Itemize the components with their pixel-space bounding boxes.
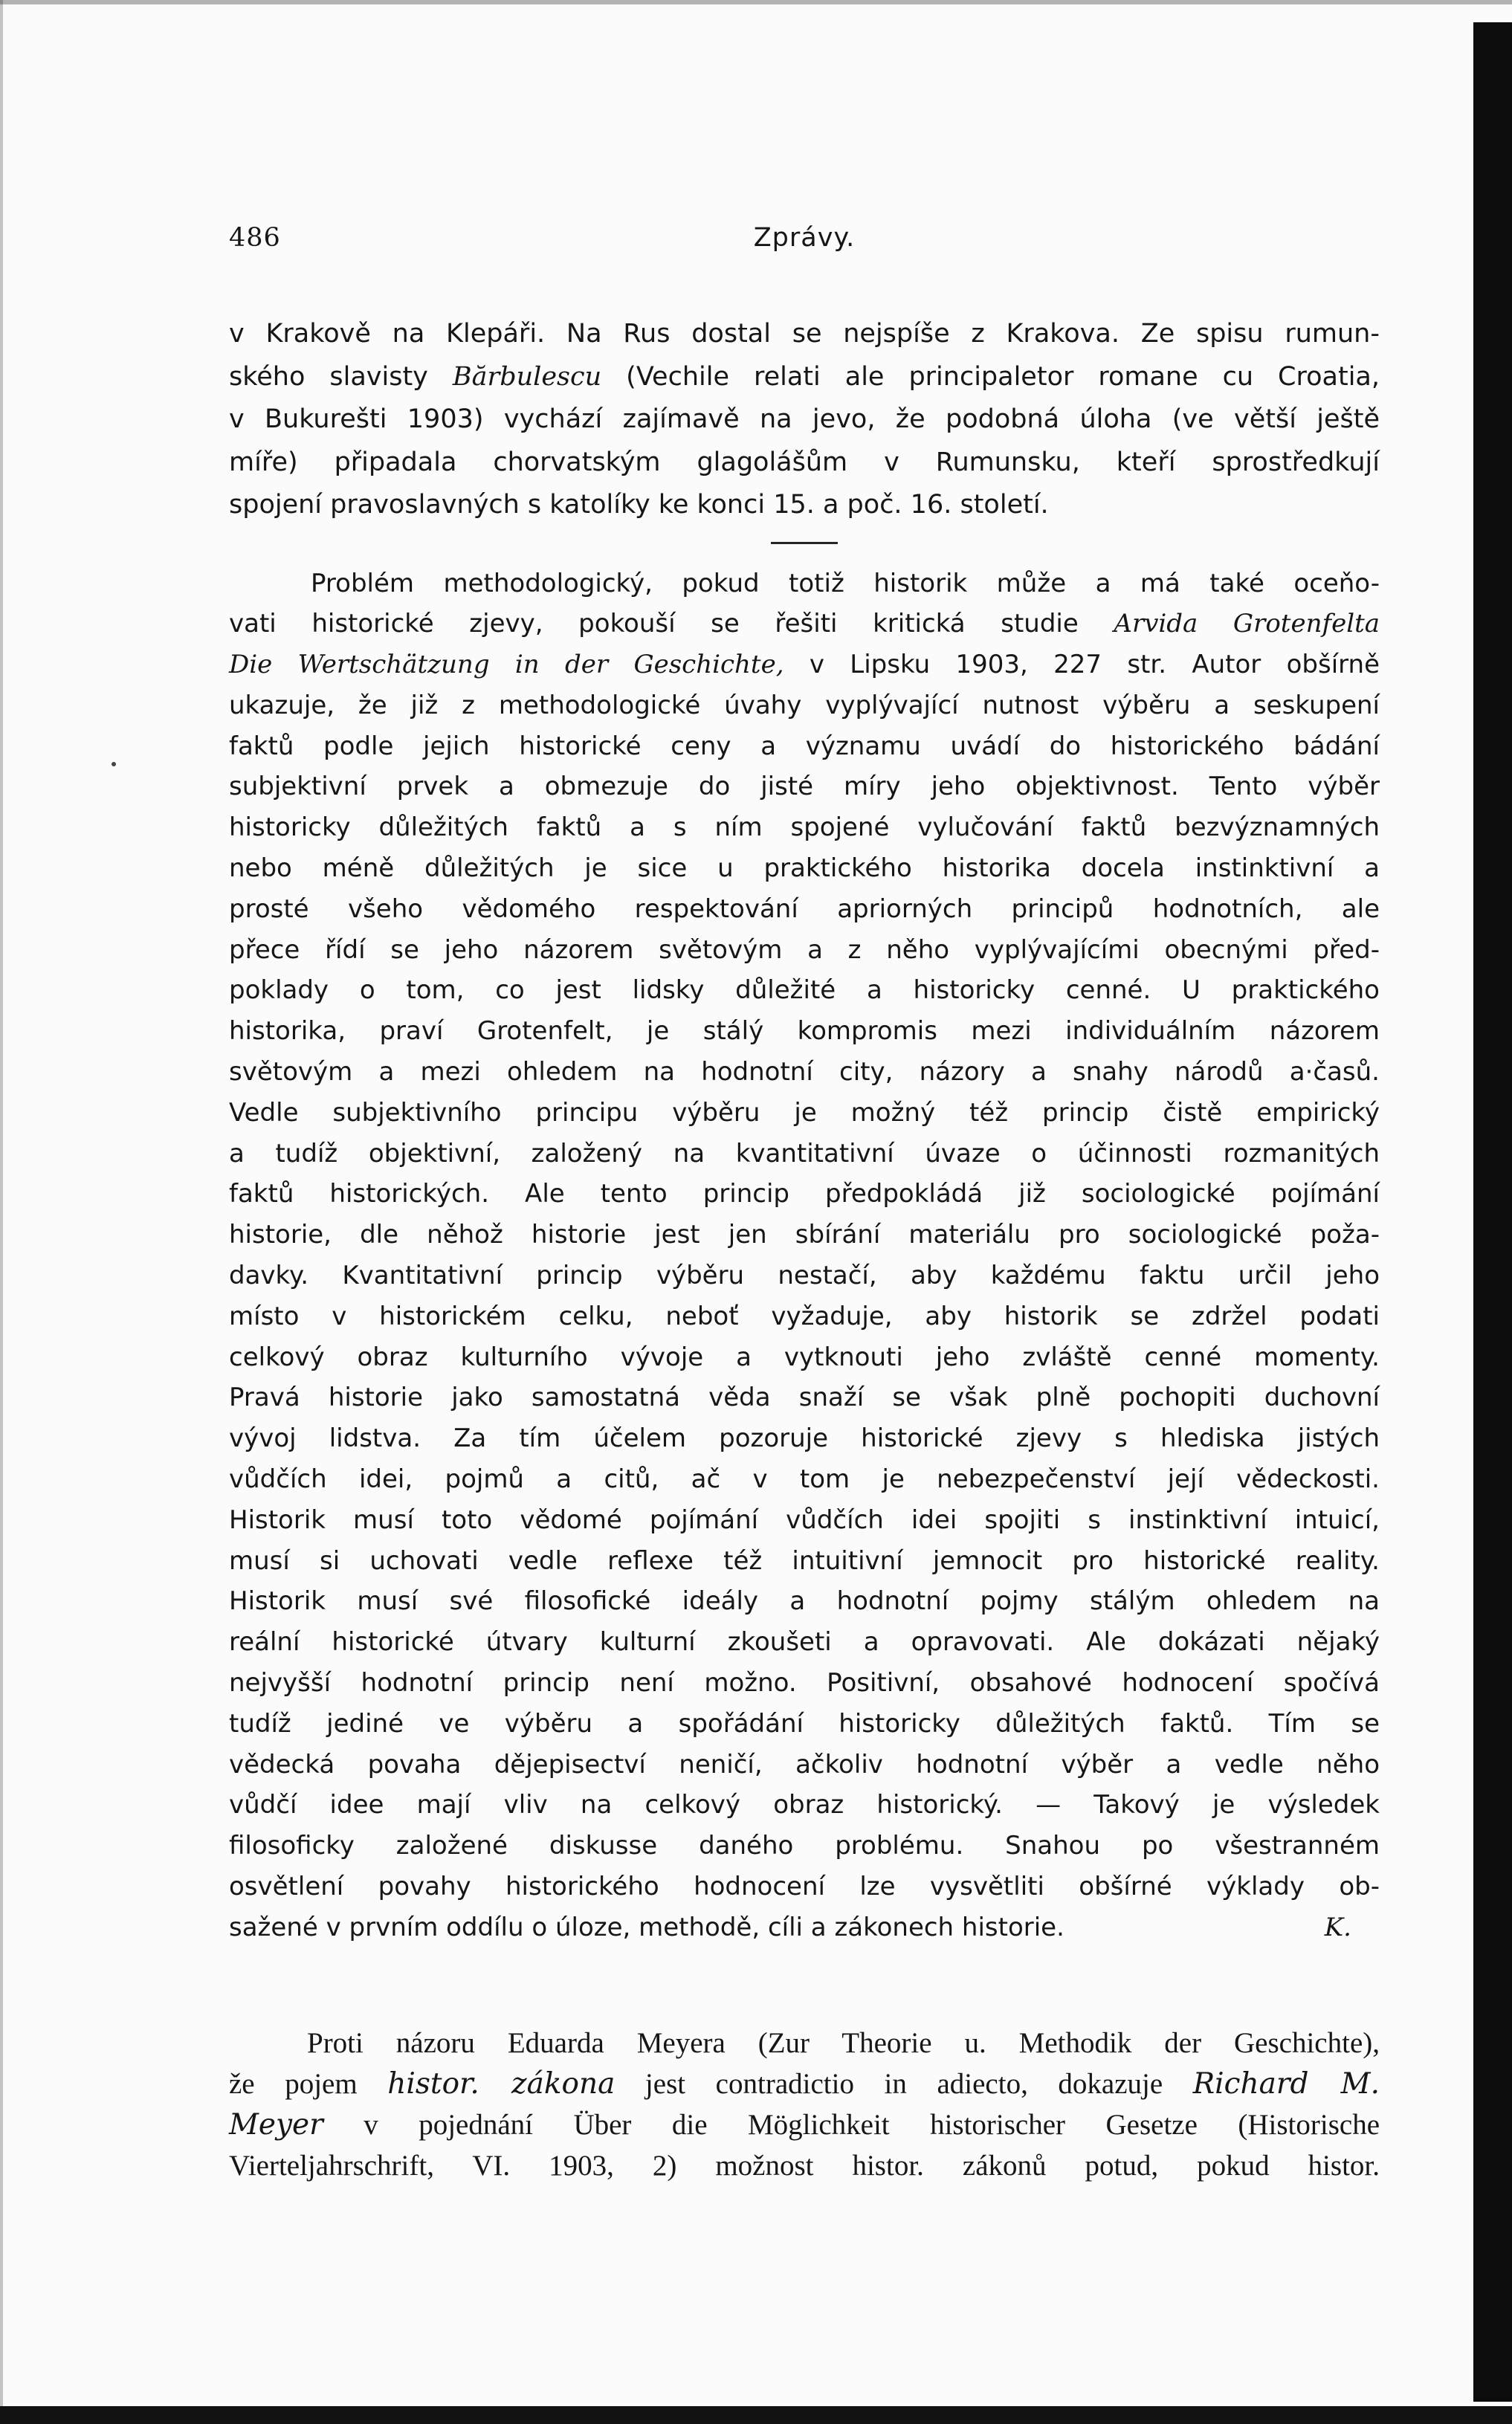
author-name-italic: Bărbulescu bbox=[452, 361, 602, 392]
text-line: světovým a mezi ohledem na hodnotní city, názory a snahy národů a·časů. bbox=[229, 1057, 1380, 1087]
author-name-italic: Meyer bbox=[229, 2107, 323, 2142]
author-name-italic: Richard M. bbox=[1192, 2066, 1380, 2101]
text-line: přece řídí se jeho názorem světovým a z něho vyplývajícími obecnými před- bbox=[229, 934, 1380, 965]
page-number: 486 bbox=[229, 223, 281, 253]
text-line: ského slavisty Bărbulescu (Vechile relati ale principaletor romane cu Croatia, bbox=[229, 361, 1380, 392]
scan-bottom-border bbox=[0, 2406, 1512, 2424]
scan-left-edge bbox=[0, 0, 3, 2424]
text-line: Problém methodologický, pokud totiž historik může a má také oceňo- bbox=[311, 568, 1380, 598]
page-content bbox=[229, 223, 1380, 2186]
term-italic: histor. zákona bbox=[387, 2066, 616, 2101]
text-line: sažené v prvním oddílu o úloze, methodě, cíli a zákonech historie. K. bbox=[229, 1907, 1380, 1948]
text-line: celkový obraz kulturního vývoje a vytknouti jeho zvláště cenné momenty. bbox=[229, 1342, 1380, 1372]
text-line: a tudíž objektivní, založený na kvantitativní úvaze o účinnosti rozmanitých bbox=[229, 1138, 1380, 1169]
scan-right-border bbox=[1473, 22, 1512, 2402]
book-title-italic: Die Wertschätzung in der Geschichte, bbox=[229, 650, 784, 680]
text-line: vývoj lidstva. Za tím účelem pozoruje historické zjevy s hlediska jistých bbox=[229, 1423, 1380, 1454]
text-line: faktů historických. Ale tento princip předpokládá již sociologické pojímání bbox=[229, 1179, 1380, 1209]
text-line: vůdčích idei, pojmů a citů, ač v tom je nebezpečenství její vědeckosti. bbox=[229, 1464, 1380, 1495]
author-signature: K. bbox=[1324, 1912, 1351, 1942]
text-line: osvětlení povahy historického hodnocení lze vysvětliti obšírné výklady ob- bbox=[229, 1872, 1380, 1901]
text-line: Die Wertschätzung in der Geschichte, v Lipsku 1903, 227 str. Autor obšírně bbox=[229, 650, 1380, 680]
stray-ink-dot bbox=[112, 762, 116, 766]
text-line: vůdčí idee mají vliv na celkový obraz historický. — Takový je výsledek bbox=[229, 1790, 1380, 1820]
text-line: faktů podle jejich historické ceny a významu uvádí do historického bádání bbox=[229, 731, 1380, 761]
text-line: Vedle subjektivního principu výběru je možný též princip čistě empirický bbox=[229, 1097, 1380, 1128]
text-line: davky. Kvantitativní princip výběru nestačí, aby každému faktu určil jeho bbox=[229, 1261, 1380, 1291]
text-line: Vierteljahrschrift, VI. 1903, 2) možnost histor. zákonů potud, pokud histor. bbox=[229, 2149, 1380, 2182]
text-line: reální historické útvary kulturní zkoušeti a opravovati. Ale dokázati nějaký bbox=[229, 1627, 1380, 1658]
section-divider bbox=[771, 542, 838, 544]
note-grotenfelt-review bbox=[229, 563, 1380, 1948]
text-line: že pojem histor. zákona jest contradictio in adiecto, dokazuje Richard M. bbox=[229, 2066, 1380, 2101]
text-line: historicky důležitých faktů a s ním spojené vylučování faktů bezvýznamných bbox=[229, 812, 1380, 843]
text-line: v Bukurešti 1903) vychází zajímavě na jevo, že podobná úloha (ve větší ještě bbox=[229, 404, 1380, 434]
text-line: historika, praví Grotenfelt, je stálý kompromis mezi individuálním názorem bbox=[229, 1016, 1380, 1047]
page-header bbox=[229, 223, 1380, 271]
text-line: místo v historickém celku, neboť vyžaduje, aby historik se zdržel podati bbox=[229, 1301, 1380, 1331]
text-line: nebo méně důležitých je sice u praktického historika docela instinktivní a bbox=[229, 853, 1380, 884]
text-line: filosoficky založené diskusse daného problému. Snahou po všestranném bbox=[229, 1831, 1380, 1861]
text-line: Historik musí toto vědomé pojímání vůdčích idei spojiti s instinktivní intuicí, bbox=[229, 1505, 1380, 1535]
note-meyer-laws bbox=[229, 2023, 1380, 2186]
text-line: míře) připadala chorvatským glagolášům v Rumunsku, kteří sprostředkují bbox=[229, 447, 1380, 477]
text-line: Meyer v pojednání Über die Möglichkeit historischer Gesetze (Historische bbox=[229, 2107, 1380, 2142]
text-line: ukazuje, že již z methodologické úvahy vyplývající nutnost výběru a seskupení bbox=[229, 690, 1380, 720]
text-line: Proti názoru Eduarda Meyera (Zur Theorie u. Methodik der Geschichte), bbox=[307, 2026, 1380, 2059]
running-title: Zprávy. bbox=[753, 223, 856, 253]
text-line: Pravá historie jako samostatná věda snaží se však plně pochopiti duchovní bbox=[229, 1383, 1380, 1413]
text-line: prosté všeho vědomého respektování apriorných principů hodnotních, ale bbox=[229, 893, 1380, 924]
text-line: vědecká povaha dějepisectví neničí, ačkoliv hodnotní výběr a vedle něho bbox=[229, 1749, 1380, 1780]
text-line: poklady o tom, co jest lidsky důležité a historicky cenné. U praktického bbox=[229, 975, 1380, 1006]
note-bucharest-study bbox=[229, 313, 1380, 527]
text-line: Historik musí své filosofické ideály a hodnotní pojmy stálým ohledem na bbox=[229, 1586, 1380, 1617]
text-line: spojení pravoslavných s katolíky ke konci 15. a poč. 16. století. bbox=[229, 490, 1049, 520]
text-line: historie, dle něhož historie jest jen sbírání materiálu pro sociologické poža- bbox=[229, 1220, 1380, 1250]
text-line: v Krakově na Klepáři. Na Rus dostal se nejspíše z Krakova. Ze spisu rumun- bbox=[229, 319, 1380, 349]
author-name-italic: Arvida Grotenfelta bbox=[1114, 609, 1380, 639]
text-line: musí si uchovati vedle reflexe též intuitivní jemnocit pro historické reality. bbox=[229, 1545, 1380, 1576]
text-line: vati historické zjevy, pokouší se řešiti kritická studie Arvida Grotenfelta bbox=[229, 609, 1380, 639]
text-line: nejvyšší hodnotní princip není možno. Positivní, obsahové hodnocení spočívá bbox=[229, 1668, 1380, 1699]
text-line: tudíž jediné ve výběru a spořádání historicky důležitých faktů. Tím se bbox=[229, 1708, 1380, 1739]
scan-top-edge bbox=[0, 0, 1512, 4]
text-line: subjektivní prvek a obmezuje do jisté míry jeho objektivnost. Tento výběr bbox=[229, 772, 1380, 802]
